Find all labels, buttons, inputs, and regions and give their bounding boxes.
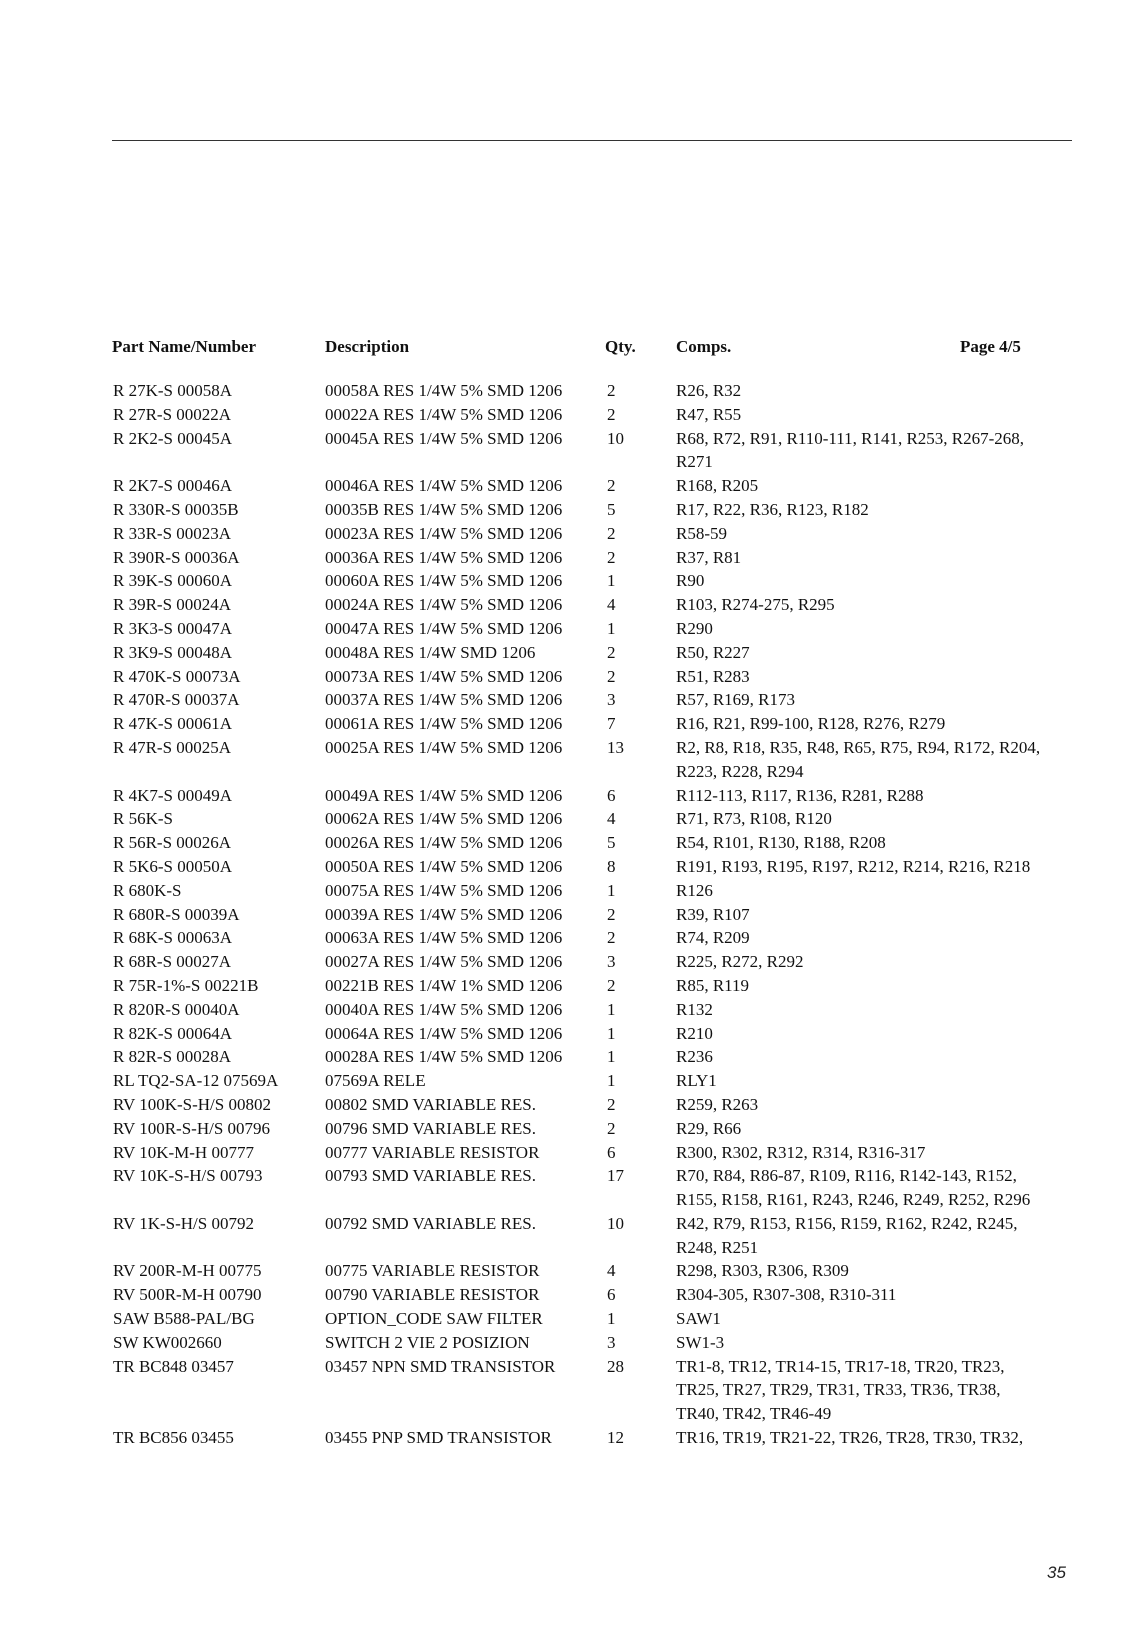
table-row [0, 476, 1127, 500]
header-comps: Comps. [676, 337, 732, 356]
qty-cell: 1 [607, 1071, 616, 1091]
table-row [0, 524, 1127, 548]
part-cell: R 33R-S 00023A [113, 523, 232, 543]
description-cell: 00060A RES 1/4W 5% SMD 1206 [325, 571, 563, 591]
table-row [0, 809, 1127, 833]
part-cell: RV 100K-S-H/S 00802 [113, 1094, 271, 1114]
qty-cell: 3 [607, 690, 616, 710]
comps-cell: R57, R169, R173 [676, 690, 796, 710]
table-row [0, 1404, 1127, 1428]
table-row [0, 976, 1127, 1000]
table-row [0, 1071, 1127, 1095]
comps-cell: R42, R79, R153, R156, R159, R162, R242, R245, [676, 1213, 1018, 1233]
qty-cell: 17 [607, 1166, 624, 1186]
description-cell: OPTION_CODE SAW FILTER [325, 1309, 543, 1329]
part-cell: SW KW002660 [113, 1332, 222, 1352]
table-row [0, 595, 1127, 619]
description-cell: 00045A RES 1/4W 5% SMD 1206 [325, 428, 563, 448]
table-row [0, 1166, 1127, 1190]
qty-cell: 2 [607, 1118, 616, 1138]
table-row [0, 1047, 1127, 1071]
qty-cell: 12 [607, 1428, 624, 1448]
qty-cell: 2 [607, 523, 616, 543]
part-cell: R 75R-1%-S 00221B [113, 975, 259, 995]
qty-cell: 5 [607, 833, 616, 853]
header-qty: Qty. [605, 337, 636, 356]
description-cell: 00026A RES 1/4W 5% SMD 1206 [325, 833, 563, 853]
table-row [0, 1095, 1127, 1119]
table-row [0, 833, 1127, 857]
comps-cell: R300, R302, R312, R314, R316-317 [676, 1142, 926, 1162]
part-cell: RV 200R-M-H 00775 [113, 1261, 262, 1281]
part-cell: R 5K6-S 00050A [113, 856, 233, 876]
qty-cell: 3 [607, 952, 616, 972]
qty-cell: 1 [607, 999, 616, 1019]
description-cell: 00063A RES 1/4W 5% SMD 1206 [325, 928, 563, 948]
comps-cell: R271 [676, 452, 713, 472]
table-row [0, 405, 1127, 429]
description-cell: 00792 SMD VARIABLE RES. [325, 1213, 536, 1233]
description-cell: 07569A RELE [325, 1071, 426, 1091]
table-row [0, 1024, 1127, 1048]
description-cell: 00777 VARIABLE RESISTOR [325, 1142, 540, 1162]
part-cell: R 3K3-S 00047A [113, 618, 233, 638]
table-row [0, 1119, 1127, 1143]
comps-cell: R85, R119 [676, 975, 750, 995]
qty-cell: 2 [607, 975, 616, 995]
top-rule [112, 140, 1072, 141]
table-row [0, 667, 1127, 691]
comps-cell: R58-59 [676, 523, 727, 543]
qty-cell: 10 [607, 1213, 624, 1233]
comps-cell: SW1-3 [676, 1332, 725, 1352]
description-cell: 00035B RES 1/4W 5% SMD 1206 [325, 499, 563, 519]
table-row [0, 548, 1127, 572]
qty-cell: 1 [607, 1309, 616, 1329]
table-row [0, 1333, 1127, 1357]
table-row [0, 1190, 1127, 1214]
description-cell: 00802 SMD VARIABLE RES. [325, 1094, 536, 1114]
part-cell: R 470K-S 00073A [113, 666, 241, 686]
description-cell: SWITCH 2 VIE 2 POSIZION [325, 1332, 530, 1352]
comps-cell: R112-113, R117, R136, R281, R288 [676, 785, 924, 805]
comps-cell: R39, R107 [676, 904, 750, 924]
description-cell: 00047A RES 1/4W 5% SMD 1206 [325, 618, 563, 638]
part-cell: R 820R-S 00040A [113, 999, 240, 1019]
part-cell: R 56K-S [113, 809, 173, 829]
comps-cell: TR25, TR27, TR29, TR31, TR33, TR36, TR38, [676, 1380, 1001, 1400]
comps-cell: R70, R84, R86-87, R109, R116, R142-143, R152, [676, 1166, 1017, 1186]
description-cell: 00025A RES 1/4W 5% SMD 1206 [325, 737, 563, 757]
comps-cell: R2, R8, R18, R35, R48, R65, R75, R94, R172, R204, [676, 737, 1041, 757]
description-cell: 00023A RES 1/4W 5% SMD 1206 [325, 523, 563, 543]
table-row [0, 786, 1127, 810]
table-row [0, 571, 1127, 595]
comps-cell: R225, R272, R292 [676, 952, 804, 972]
qty-cell: 4 [607, 809, 616, 829]
table-row [0, 1000, 1127, 1024]
table-row [0, 1143, 1127, 1167]
qty-cell: 5 [607, 499, 616, 519]
table-row [0, 952, 1127, 976]
qty-cell: 6 [607, 785, 616, 805]
part-cell: R 39K-S 00060A [113, 571, 233, 591]
qty-cell: 1 [607, 1023, 616, 1043]
part-cell: TR BC856 03455 [113, 1428, 234, 1448]
comps-cell: R17, R22, R36, R123, R182 [676, 499, 869, 519]
qty-cell: 2 [607, 904, 616, 924]
qty-cell: 8 [607, 856, 616, 876]
table-row [0, 429, 1127, 453]
comps-cell: R168, R205 [676, 476, 759, 496]
qty-cell: 10 [607, 428, 624, 448]
comps-cell: R71, R73, R108, R120 [676, 809, 832, 829]
part-cell: TR BC848 03457 [113, 1356, 234, 1376]
qty-cell: 2 [607, 404, 616, 424]
page-number: 35 [1047, 1563, 1066, 1582]
part-cell: R 27K-S 00058A [113, 381, 233, 400]
qty-cell: 2 [607, 476, 616, 496]
qty-cell: 1 [607, 571, 616, 591]
description-cell: 00075A RES 1/4W 5% SMD 1206 [325, 880, 563, 900]
qty-cell: 1 [607, 618, 616, 638]
table-row [0, 905, 1127, 929]
table-row [0, 381, 1127, 405]
part-cell: R 330R-S 00035B [113, 499, 239, 519]
qty-cell: 7 [607, 714, 616, 734]
part-cell: SAW B588-PAL/BG [113, 1309, 255, 1329]
description-cell: 00022A RES 1/4W 5% SMD 1206 [325, 404, 563, 424]
table-row [0, 762, 1127, 786]
header-part: Part Name/Number [112, 337, 256, 356]
table-row [0, 1214, 1127, 1238]
qty-cell: 1 [607, 880, 616, 900]
comps-cell: RLY1 [676, 1071, 717, 1091]
comps-cell: R26, R32 [676, 381, 742, 400]
qty-cell: 4 [607, 595, 616, 615]
table-row [0, 1285, 1127, 1309]
part-cell: R 680R-S 00039A [113, 904, 240, 924]
table-row [0, 928, 1127, 952]
parts-table [0, 381, 1127, 1452]
comps-cell: TR1-8, TR12, TR14-15, TR17-18, TR20, TR23, [676, 1356, 1005, 1376]
comps-cell: R37, R81 [676, 547, 742, 567]
qty-cell: 28 [607, 1356, 624, 1376]
table-row [0, 1380, 1127, 1404]
description-cell: 00046A RES 1/4W 5% SMD 1206 [325, 476, 563, 496]
description-cell: 00040A RES 1/4W 5% SMD 1206 [325, 999, 563, 1019]
comps-cell: R259, R263 [676, 1094, 759, 1114]
qty-cell: 13 [607, 737, 624, 757]
comps-cell: R223, R228, R294 [676, 761, 804, 781]
part-cell: R 680K-S [113, 880, 182, 900]
part-cell: R 68K-S 00063A [113, 928, 233, 948]
description-cell: 00058A RES 1/4W 5% SMD 1206 [325, 381, 563, 400]
comps-cell: SAW1 [676, 1309, 721, 1329]
comps-cell: R50, R227 [676, 642, 750, 662]
description-cell: 00073A RES 1/4W 5% SMD 1206 [325, 666, 563, 686]
description-cell: 00036A RES 1/4W 5% SMD 1206 [325, 547, 563, 567]
table-row [0, 1357, 1127, 1381]
part-cell: R 82R-S 00028A [113, 1047, 232, 1067]
part-cell: RV 10K-S-H/S 00793 [113, 1166, 263, 1186]
table-row [0, 500, 1127, 524]
part-cell: RV 10K-M-H 00777 [113, 1142, 254, 1162]
table-row [0, 1238, 1127, 1262]
table-row [0, 1309, 1127, 1333]
qty-cell: 6 [607, 1285, 616, 1305]
part-cell: R 56R-S 00026A [113, 833, 232, 853]
part-cell: R 47R-S 00025A [113, 737, 232, 757]
qty-cell: 2 [607, 1094, 616, 1114]
description-cell: 00049A RES 1/4W 5% SMD 1206 [325, 785, 563, 805]
comps-cell: R191, R193, R195, R197, R212, R214, R216, R218 [676, 856, 1031, 876]
part-cell: R 47K-S 00061A [113, 714, 233, 734]
qty-cell: 2 [607, 381, 616, 400]
table-row [0, 452, 1127, 476]
description-cell: 00062A RES 1/4W 5% SMD 1206 [325, 809, 563, 829]
part-cell: R 2K7-S 00046A [113, 476, 233, 496]
comps-cell: R210 [676, 1023, 713, 1043]
part-cell: R 390R-S 00036A [113, 547, 240, 567]
part-cell: RV 500R-M-H 00790 [113, 1285, 262, 1305]
table-row [0, 1261, 1127, 1285]
table-row [0, 857, 1127, 881]
table-row [0, 619, 1127, 643]
description-cell: 00793 SMD VARIABLE RES. [325, 1166, 536, 1186]
part-cell: RV 100R-S-H/S 00796 [113, 1118, 271, 1138]
comps-cell: R47, R55 [676, 404, 742, 424]
header-description: Description [325, 337, 410, 356]
comps-cell: R90 [676, 571, 705, 591]
comps-cell: R54, R101, R130, R188, R208 [676, 833, 886, 853]
description-cell: 00039A RES 1/4W 5% SMD 1206 [325, 904, 563, 924]
part-cell: R 470R-S 00037A [113, 690, 240, 710]
table-row [0, 881, 1127, 905]
table-row [0, 643, 1127, 667]
comps-cell: R29, R66 [676, 1118, 742, 1138]
qty-cell: 3 [607, 1332, 616, 1352]
part-cell: R 2K2-S 00045A [113, 428, 233, 448]
table-row [0, 1428, 1127, 1452]
qty-cell: 2 [607, 642, 616, 662]
part-cell: RL TQ2-SA-12 07569A [113, 1071, 279, 1091]
header-page: Page 4/5 [960, 337, 1021, 356]
qty-cell: 6 [607, 1142, 616, 1162]
description-cell: 00221B RES 1/4W 1% SMD 1206 [325, 975, 563, 995]
part-cell: RV 1K-S-H/S 00792 [113, 1213, 254, 1233]
table-row [0, 690, 1127, 714]
description-cell: 00061A RES 1/4W 5% SMD 1206 [325, 714, 563, 734]
description-cell: 00796 SMD VARIABLE RES. [325, 1118, 536, 1138]
qty-cell: 2 [607, 547, 616, 567]
part-cell: R 82K-S 00064A [113, 1023, 233, 1043]
comps-cell: R126 [676, 880, 713, 900]
description-cell: 03455 PNP SMD TRANSISTOR [325, 1428, 552, 1448]
comps-cell: TR16, TR19, TR21-22, TR26, TR28, TR30, TR32, [676, 1428, 1024, 1448]
description-cell: 00037A RES 1/4W 5% SMD 1206 [325, 690, 563, 710]
qty-cell: 4 [607, 1261, 616, 1281]
comps-cell: R68, R72, R91, R110-111, R141, R253, R267-268, [676, 428, 1025, 448]
description-cell: 00775 VARIABLE RESISTOR [325, 1261, 540, 1281]
part-cell: R 39R-S 00024A [113, 595, 232, 615]
description-cell: 00048A RES 1/4W SMD 1206 [325, 642, 536, 662]
description-cell: 00028A RES 1/4W 5% SMD 1206 [325, 1047, 563, 1067]
description-cell: 00027A RES 1/4W 5% SMD 1206 [325, 952, 563, 972]
qty-cell: 2 [607, 928, 616, 948]
description-cell: 00024A RES 1/4W 5% SMD 1206 [325, 595, 563, 615]
comps-cell: R290 [676, 618, 713, 638]
part-cell: R 3K9-S 00048A [113, 642, 233, 662]
table-row [0, 738, 1127, 762]
comps-cell: R16, R21, R99-100, R128, R276, R279 [676, 714, 946, 734]
comps-cell: R298, R303, R306, R309 [676, 1261, 849, 1281]
part-cell: R 68R-S 00027A [113, 952, 232, 972]
comps-cell: R51, R283 [676, 666, 750, 686]
qty-cell: 2 [607, 666, 616, 686]
description-cell: 00790 VARIABLE RESISTOR [325, 1285, 540, 1305]
comps-cell: R248, R251 [676, 1237, 759, 1257]
comps-cell: R155, R158, R161, R243, R246, R249, R252, R296 [676, 1190, 1031, 1210]
table-row [0, 714, 1127, 738]
description-cell: 00064A RES 1/4W 5% SMD 1206 [325, 1023, 563, 1043]
description-cell: 00050A RES 1/4W 5% SMD 1206 [325, 856, 563, 876]
comps-cell: R103, R274-275, R295 [676, 595, 835, 615]
part-cell: R 4K7-S 00049A [113, 785, 233, 805]
comps-cell: TR40, TR42, TR46-49 [676, 1404, 832, 1424]
qty-cell: 1 [607, 1047, 616, 1067]
part-cell: R 27R-S 00022A [113, 404, 232, 424]
description-cell: 03457 NPN SMD TRANSISTOR [325, 1356, 556, 1376]
comps-cell: R304-305, R307-308, R310-311 [676, 1285, 897, 1305]
comps-cell: R74, R209 [676, 928, 750, 948]
comps-cell: R236 [676, 1047, 713, 1067]
comps-cell: R132 [676, 999, 713, 1019]
